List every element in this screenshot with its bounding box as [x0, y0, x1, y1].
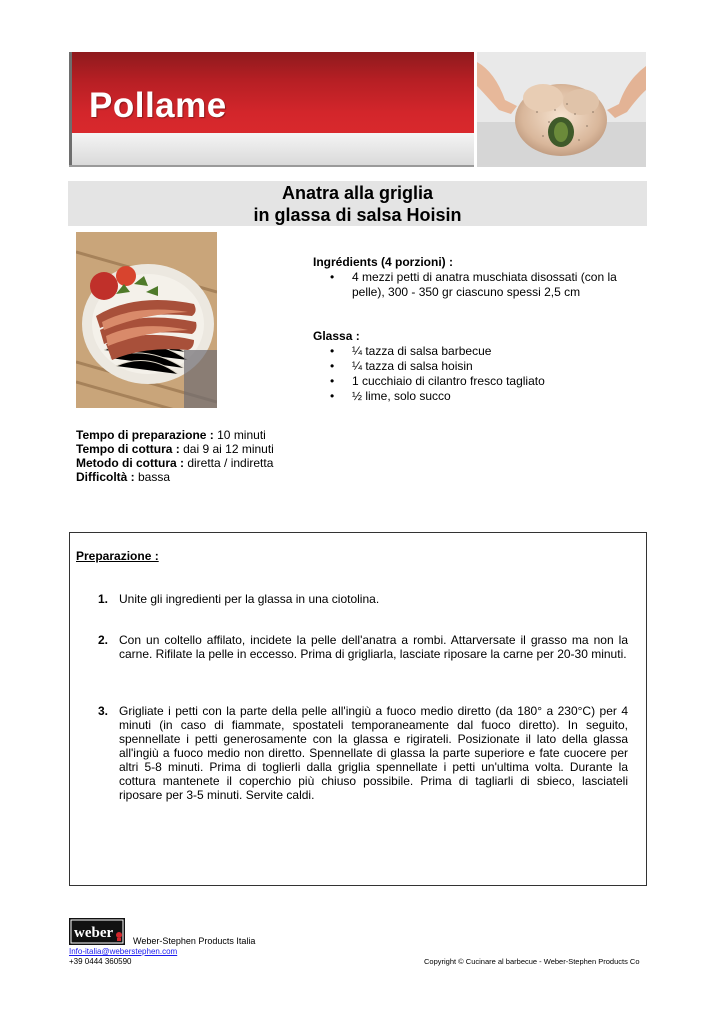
difficulty-value: bassa [134, 470, 171, 484]
banner-edge [69, 52, 72, 165]
cook-method-value: diretta / indiretta [184, 456, 274, 470]
prep-time [76, 428, 274, 442]
preparation-title: Preparazione : [76, 549, 159, 563]
footer-company: Weber-Stephen Products Italia [133, 936, 256, 946]
recipe-title-line2: in glassa di salsa Hoisin [253, 205, 462, 225]
list-item: • ¼ tazza di salsa barbecue [313, 344, 633, 359]
weber-logo [69, 918, 125, 945]
footer-copyright: Copyright © Cucinare al barbecue - Weber-Stephen Products Co [424, 957, 640, 966]
list-item: • 1 cucchiaio di cilantro fresco tagliato [313, 374, 633, 389]
step-number: 1. [98, 592, 109, 606]
svg-text:weber: weber [74, 925, 114, 941]
cook-time-label: Tempo di cottura : [76, 442, 180, 456]
preparation-box [69, 532, 647, 886]
footer-phone: +39 0444 360590 [69, 957, 132, 966]
ingredients-section [313, 255, 633, 404]
banner-grey-band [69, 133, 474, 167]
glassa-title: Glassa : [313, 329, 360, 343]
list-item: • 4 mezzi petti di anatra muschiata disossati (con la pelle), 300 - 350 gr ciascuno spessi 2,5 cm [313, 270, 633, 300]
step-text: Unite gli ingredienti per la glassa in una ciotolina. [119, 592, 380, 606]
step-number: 3. [98, 704, 109, 718]
prep-time-label: Tempo di preparazione : [76, 428, 214, 442]
step-number: 2. [98, 633, 109, 647]
prep-time-value: 10 minuti [213, 428, 266, 442]
footer-email-link[interactable]: Info-italia@weberstephen.com [69, 947, 178, 956]
list-item: • ¼ tazza di salsa hoisin [313, 359, 633, 374]
list-item: • ½ lime, solo succo [313, 389, 633, 404]
chicken-photo [477, 52, 646, 167]
step-text: Con un coltello affilato, incidete la pelle dell'anatra a rombi. Attarversate il grasso ma non la carne. Rifilate la pelle in eccesso. Prima di grigliarla, lasciate riposare la carne per 20-30 minuti. [119, 633, 628, 661]
difficulty-label: Difficoltà : [76, 470, 135, 484]
glassa-list [313, 344, 633, 404]
recipe-title [68, 181, 647, 226]
category-banner [69, 52, 474, 165]
cook-time [76, 442, 274, 456]
dish-photo [76, 232, 217, 408]
cook-method-label: Metodo di cottura : [76, 456, 184, 470]
recipe-title-band [68, 181, 647, 226]
cook-method [76, 456, 274, 470]
recipe-info [76, 428, 274, 484]
category-title: Pollame [89, 86, 227, 125]
cook-time-value: dai 9 ai 12 minuti [179, 442, 274, 456]
ingredients-list [313, 270, 633, 300]
step-text: Grigliate i petti con la parte della pelle all'ingiù a fuoco medio diretto (da 180° a 230°C) per 4 minuti (in caso di fiammate, spostateli temporaneamente dal fuoco diretto). In seguito, spennellate i petti generosamente con la glassa e rigirateli. Posizionate il lato della glassa all'ingiù a fuoco medio non diretto. Spennellate di glassa la parte superiore e fate cuocere per altri 5-8 minuti. Prima di toglierli dalla griglia spennellate i petti un'ultima volta. Durante la cottura mantenete il coperchio più chiuso possibile. Prima di tagliarli di sbieco, lasciateli riposare per 3-5 minuti. Servite caldi. [119, 704, 628, 802]
ingredients-title: Ingrédients (4 porzioni) : [313, 255, 453, 269]
recipe-title-line1: Anatra alla griglia [281, 183, 434, 203]
difficulty [76, 470, 274, 484]
